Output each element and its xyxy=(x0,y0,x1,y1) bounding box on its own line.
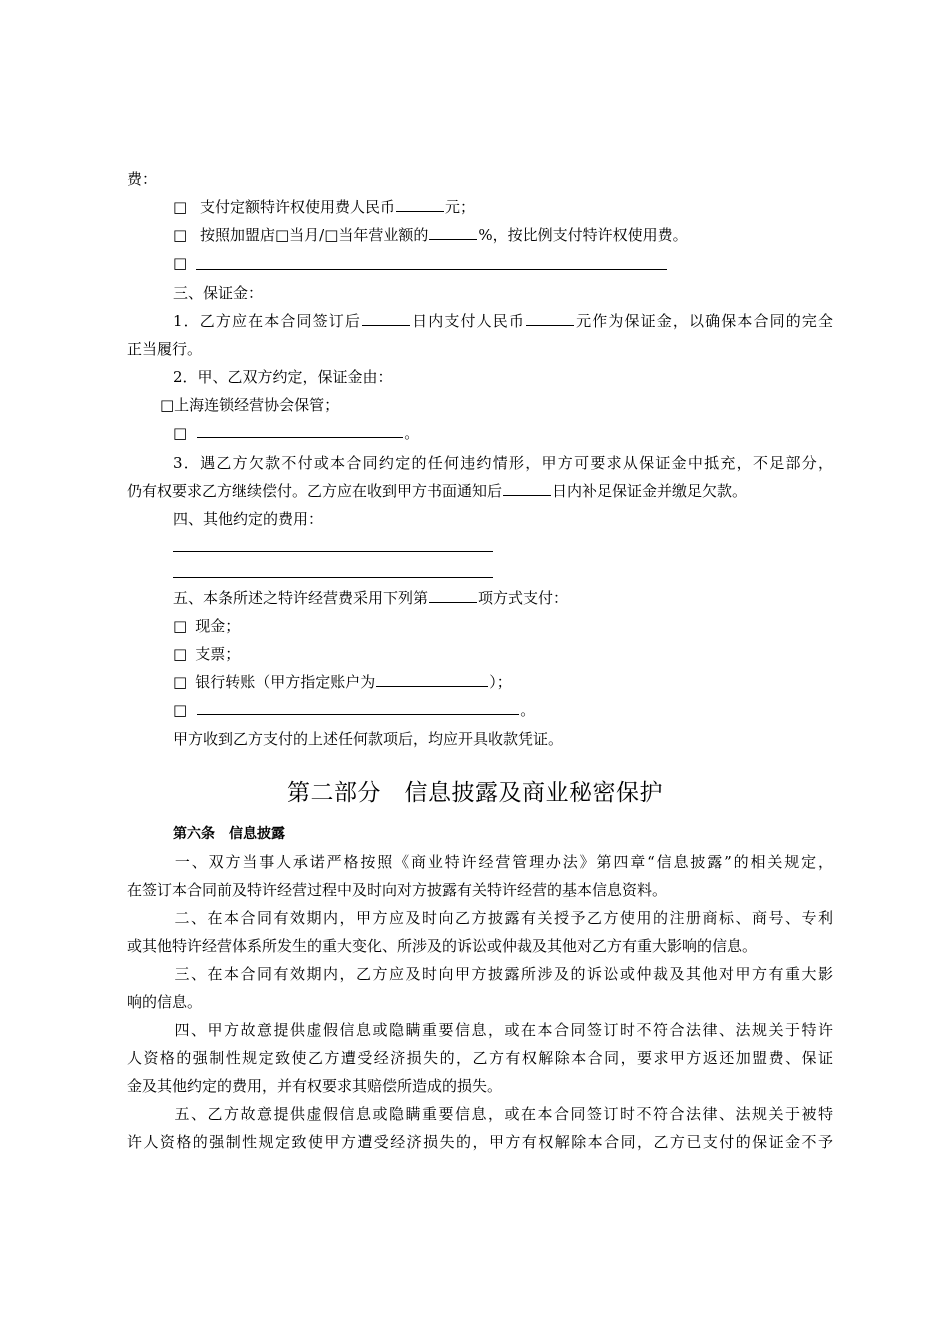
pay-other-blank[interactable] xyxy=(197,699,519,715)
deposit-clause-2: 2．甲、乙双方约定，保证金由： xyxy=(173,368,393,386)
pay-bank-label: 银行转账（甲方指定账户为 xyxy=(195,673,376,691)
disclosure-para-5-text-a: 五、乙方故意提供虚假信息或隐瞒重要信息，或在本合同签订时不符合法律、法规关于被特 xyxy=(173,1105,833,1123)
pay-bank-checkbox[interactable]: □ xyxy=(173,673,188,691)
pay-cash-checkbox[interactable]: □ xyxy=(173,617,188,635)
deposit-3-line-2 xyxy=(127,480,747,502)
pay-other-checkbox[interactable]: □ xyxy=(173,701,188,719)
disclosure-para-3-line-2: 响的信息。 xyxy=(127,993,203,1011)
part-two-title: 第二部分 信息披露及商业秘密保护 xyxy=(287,780,663,806)
deposit-amount-blank[interactable] xyxy=(526,310,574,326)
disclosure-para-1-text-a: 一、双方当事人承诺严格按照《商业特许经营管理办法》第四章“信息披露”的相关规定， xyxy=(173,853,833,871)
deposit-keeper-end: 。 xyxy=(404,424,420,442)
pay-other-end: 。 xyxy=(520,701,536,719)
pay-check-checkbox[interactable]: □ xyxy=(173,645,188,663)
receipt-clause: 甲方收到乙方支付的上述任何款项后，均应开具收款凭证。 xyxy=(173,730,564,748)
deposit-days-blank[interactable] xyxy=(362,310,410,326)
other-fee-checkbox[interactable]: □ xyxy=(173,254,188,272)
pay-other-option xyxy=(173,699,535,721)
disclosure-para-2-line-2: 或其他特许经营体系所发生的重大变化、所涉及的诉讼或仲裁及其他对乙方有重大影响的信息。 xyxy=(127,937,758,955)
deposit-keeper-option-2 xyxy=(173,422,419,444)
fixed-fee-text: 支付定额特许权使用费人民币 xyxy=(199,198,395,216)
ratio-fee-tail: %，按比例支付特许权使用费。 xyxy=(478,226,688,244)
ratio-fee-blank[interactable] xyxy=(429,224,477,240)
article-six-heading: 第六条 信息披露 xyxy=(173,826,285,842)
disclosure-para-3-text-a: 三、在本合同有效期内，乙方应及时向甲方披露所涉及的诉讼或仲裁及其他对甲方有重大影 xyxy=(173,965,833,983)
ratio-fee-option xyxy=(173,224,688,246)
disclosure-para-3-line-1 xyxy=(127,963,833,985)
deposit-1-part-a: 1．乙方应在本合同签订后 xyxy=(173,312,362,330)
pay-bank-end: ）； xyxy=(489,673,512,691)
other-fees-title: 四、其他约定的费用： xyxy=(173,510,324,528)
deposit-1-part-b: 日内支付人民币 xyxy=(411,312,526,330)
payment-method-line xyxy=(173,587,568,609)
payment-method-blank[interactable] xyxy=(429,587,477,603)
fee-label: 费： xyxy=(127,170,158,188)
deposit-clause-1 xyxy=(127,310,833,332)
deposit-1-part-c: 元作为保证金，以确保本合同的完全 xyxy=(575,312,833,330)
deposit-title: 三、保证金： xyxy=(173,284,264,302)
pay-check-option xyxy=(173,643,240,665)
other-fees-blank-1[interactable] xyxy=(173,551,493,552)
ratio-fee-checkbox[interactable]: □ xyxy=(173,226,188,244)
deposit-keeper-blank[interactable] xyxy=(197,422,403,438)
pay-bank-option xyxy=(173,671,512,693)
disclosure-para-4-line-3: 金及其他约定的费用，并有权要求其赔偿所造成的损失。 xyxy=(127,1077,503,1095)
other-fee-option xyxy=(173,252,187,274)
disclosure-para-2-text-a: 二、在本合同有效期内，甲方应及时向乙方披露有关授予乙方使用的注册商标、商号、专利 xyxy=(173,909,833,927)
payment-method-pre: 五、本条所述之特许经营费采用下列第 xyxy=(173,589,429,607)
deposit-keeper-checkbox[interactable]: □ xyxy=(173,424,188,442)
pay-cash-label: 现金； xyxy=(195,617,241,635)
ratio-fee-text: 按照加盟店□当月/□当年营业额的 xyxy=(199,226,429,244)
fixed-fee-option xyxy=(173,196,475,218)
disclosure-para-4-line-1 xyxy=(127,1019,833,1041)
deposit-3-part-c: 日内补足保证金并缴足欠款。 xyxy=(552,482,748,500)
deposit-3-part-b: 仍有权要求乙方继续偿付。乙方应在收到甲方书面通知后 xyxy=(127,482,503,500)
pay-cash-option xyxy=(173,615,240,637)
fixed-fee-blank[interactable] xyxy=(396,196,444,212)
deposit-clause-3 xyxy=(127,452,833,474)
pay-bank-account-blank[interactable] xyxy=(376,671,488,687)
disclosure-para-5-line-1 xyxy=(127,1103,833,1125)
deposit-keeper-option-1[interactable]: □上海连锁经营协会保管； xyxy=(160,396,340,414)
disclosure-para-2-line-1 xyxy=(127,907,833,929)
deposit-3-part-a: 3．遇乙方欠款不付或本合同约定的任何违约情形，甲方可要求从保证金中抵充，不足部分， xyxy=(173,454,833,472)
other-fees-blank-2[interactable] xyxy=(173,577,493,578)
other-fee-blank[interactable] xyxy=(196,269,667,270)
fixed-fee-unit: 元； xyxy=(444,198,475,216)
disclosure-para-4-text-a: 四、甲方故意提供虚假信息或隐瞒重要信息，或在本合同签订时不符合法律、法规关于特许 xyxy=(173,1021,833,1039)
deposit-1-part-d: 正当履行。 xyxy=(127,340,203,358)
deposit-topup-days-blank[interactable] xyxy=(503,480,551,496)
disclosure-para-1-line-2: 在签订本合同前及特许经营过程中及时向对方披露有关特许经营的基本信息资料。 xyxy=(127,881,668,899)
fixed-fee-checkbox[interactable]: □ xyxy=(173,198,188,216)
disclosure-para-4-line-2: 人资格的强制性规定致使乙方遭受经济损失的，乙方有权解除本合同，要求甲方返还加盟费、保证 xyxy=(127,1049,833,1067)
disclosure-para-1-line-1 xyxy=(127,851,833,873)
payment-method-post: 项方式支付： xyxy=(478,589,569,607)
disclosure-para-5-line-2: 许人资格的强制性规定致使甲方遭受经济损失的，甲方有权解除本合同，乙方已支付的保证金不予 xyxy=(127,1133,833,1151)
pay-check-label: 支票； xyxy=(195,645,241,663)
